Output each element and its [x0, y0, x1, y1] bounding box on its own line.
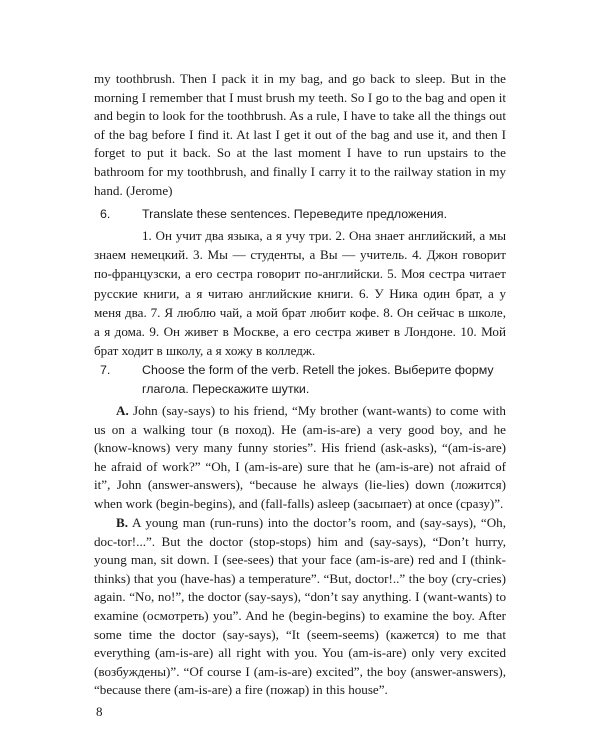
exercise-6-instruction: Translate these sentences. Переведите предложения.	[142, 207, 448, 221]
story-ending-paragraph: my toothbrush. Then I pack it in my bag, and go back to sleep. But in the morning I remember that I must brush my teeth. So I go to the bag and open it and begin to look for the toothbrush. As a rule, I have to take all the things out of the bag before I find it. At last I get it out of the bag and use it, and then I forget to put it back. So at the last moment I have to run upstairs to the bathroom for my toothbrush, and finally I carry it to the railway station in my hand. (Jerome)	[94, 71, 506, 198]
joke-a-label: A.	[116, 403, 129, 418]
joke-b-text: A young man (run-runs) into the doctor’s room, and (say-says), “Oh, doc-tor!...”. But the doctor (stop-stops) him and (say-says), “Don’t hurry, young man, sit down. I (see-sees) that your face (am-is-are) red and I (think-thinks) that you (have-has) a temperature”. “But, doctor!..” the boy (cry-cries) again. “No, no!”, the doctor (say-says), “don’t say anything. I (want-wants) to examine (осмотреть) you”. And he (begin-begins) to examine the boy. After some time the doctor (say-says), “It (seem-seems) (кажется) to me that everything (am-is-are) all right with you. You (am-is-are) only very excited (возбуждены)”. “Of course I (am-is-are) excited”, the boy (answer-answers), “because there (am-is-are) a fire (пожар) in this house”.	[94, 515, 506, 698]
exercise-6-sentences: 1. Он учит два языка, а я учу три. 2. Она знает английский, а мы знаем немецкий. 3. Мы — студенты, а Вы — учитель. 4. Джон говорит по-французски, а его сестра говорит по-английски. 5. Моя сестра читает русские книги, а я читаю английские книги. 6. У Ника один брат, а у меня два. 7. Я люблю чай, а мой брат любит кофе. 8. Он сейчас в школе, а я дома. 9. Он живет в Москве, а его сестра живет в Лондоне. 10. Мой брат ходит в школу, а я хожу в колледж.	[94, 228, 506, 359]
page-number: 8	[96, 704, 103, 719]
exercise-6-heading	[100, 205, 510, 224]
joke-a-text: John (say-says) to his friend, “My brother (want-wants) to come with us on a walking tour (в поход). He (am-is-are) a very good boy, and he (know-knows) very many funny stories”. His friend (ask-asks), “(am-is-are) he afraid of work?” “Oh, I (am-is-are) sure that he (am-is-are) not afraid of it”, John (answer-answers), “because he always (lie-lies) down (ложится) when work (begin-begins), and (fall-falls) asleep (засыпает) at once (сразу)”.	[94, 403, 506, 511]
exercise-7-heading	[100, 361, 510, 398]
exercise-6-number: 6.	[100, 207, 111, 221]
exercise-7-number: 7.	[100, 363, 111, 377]
exercise-7-instruction: Choose the form of the verb. Retell the jokes. Выберите форму глагола. Перескажите шутки.	[142, 363, 494, 396]
joke-b-label: B.	[116, 515, 129, 530]
joke-b	[94, 514, 506, 700]
joke-a	[94, 402, 506, 514]
